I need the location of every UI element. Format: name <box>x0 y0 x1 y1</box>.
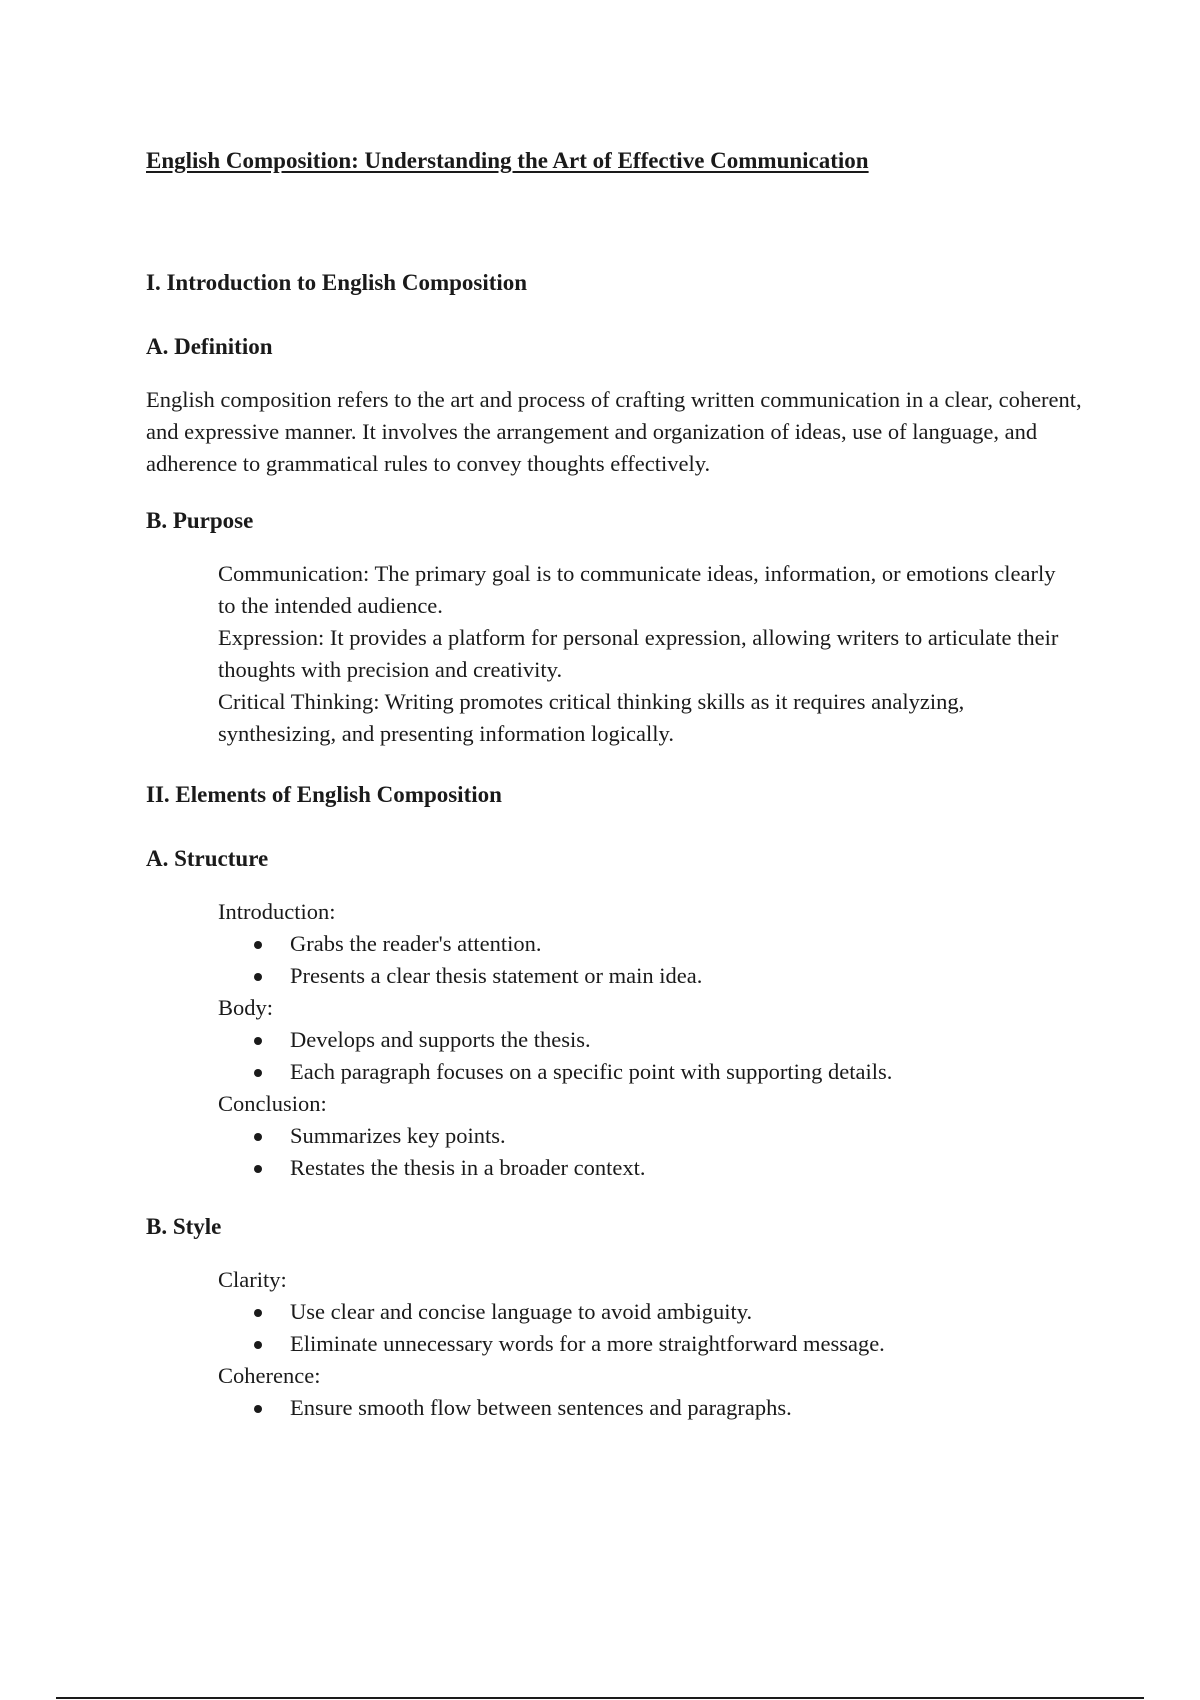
style-group-label: Clarity: <box>218 1267 287 1292</box>
structure-bullets <box>218 1120 1086 1184</box>
purpose-item-critical-thinking: Critical Thinking: Writing promotes critical thinking skills as it requires analyzing, synthesizing, and presenting information logically. <box>218 689 965 746</box>
style-bullets <box>218 1392 1086 1424</box>
bullet-dot <box>254 941 262 949</box>
style-heading: B. Style <box>146 1214 222 1239</box>
bullet-dot <box>254 1165 262 1173</box>
structure-list <box>218 896 1086 1184</box>
list-item: Ensure smooth flow between sentences and paragraphs. <box>218 1392 1086 1424</box>
document-body <box>146 268 1086 1424</box>
list-item: Develops and supports the thesis. <box>218 1024 1086 1056</box>
purpose-item-expression: Expression: It provides a platform for personal expression, allowing writers to articulate their thoughts with precision and creativity. <box>218 625 1059 682</box>
purpose-item-communication: Communication: The primary goal is to communicate ideas, information, or emotions clearly to the intended audience. <box>218 561 1056 618</box>
bullet-dot <box>254 973 262 981</box>
purpose-list <box>218 558 1076 750</box>
document-title: English Composition: Understanding the Art of Effective Communication <box>146 148 869 173</box>
bullet-dot <box>254 1133 262 1141</box>
list-item: Restates the thesis in a broader context. <box>218 1152 1086 1184</box>
structure-heading: A. Structure <box>146 846 269 871</box>
style-list <box>218 1264 1086 1424</box>
section-1-heading: I. Introduction to English Composition <box>146 270 528 295</box>
bullet-dot <box>254 1341 262 1349</box>
section-2-heading: II. Elements of English Composition <box>146 782 502 807</box>
purpose-heading: B. Purpose <box>146 508 254 533</box>
list-item: Summarizes key points. <box>218 1120 1086 1152</box>
structure-group-label: Body: <box>218 995 274 1020</box>
structure-group-label: Conclusion: <box>218 1091 327 1116</box>
page-bottom-divider <box>56 1697 1144 1699</box>
list-item: Each paragraph focuses on a specific point with supporting details. <box>218 1056 1086 1088</box>
list-item: Presents a clear thesis statement or main idea. <box>218 960 1086 992</box>
list-item: Use clear and concise language to avoid ambiguity. <box>218 1296 1086 1328</box>
bullet-dot <box>254 1069 262 1077</box>
style-group-label: Coherence: <box>218 1363 321 1388</box>
bullet-dot <box>254 1309 262 1317</box>
style-bullets <box>218 1296 1086 1360</box>
definition-paragraph: English composition refers to the art and process of crafting written communication in a clear, coherent, and expressive manner. It involves the arrangement and organization of ideas, use of language, and adherence to grammatical rules to convey thoughts effectively. <box>146 387 1082 476</box>
list-item: Grabs the reader's attention. <box>218 928 1086 960</box>
structure-bullets <box>218 1024 1086 1088</box>
definition-heading: A. Definition <box>146 334 273 359</box>
bullet-dot <box>254 1405 262 1413</box>
structure-bullets <box>218 928 1086 992</box>
bullet-dot <box>254 1037 262 1045</box>
list-item: Eliminate unnecessary words for a more straightforward message. <box>218 1328 1086 1360</box>
structure-group-label: Introduction: <box>218 899 336 924</box>
